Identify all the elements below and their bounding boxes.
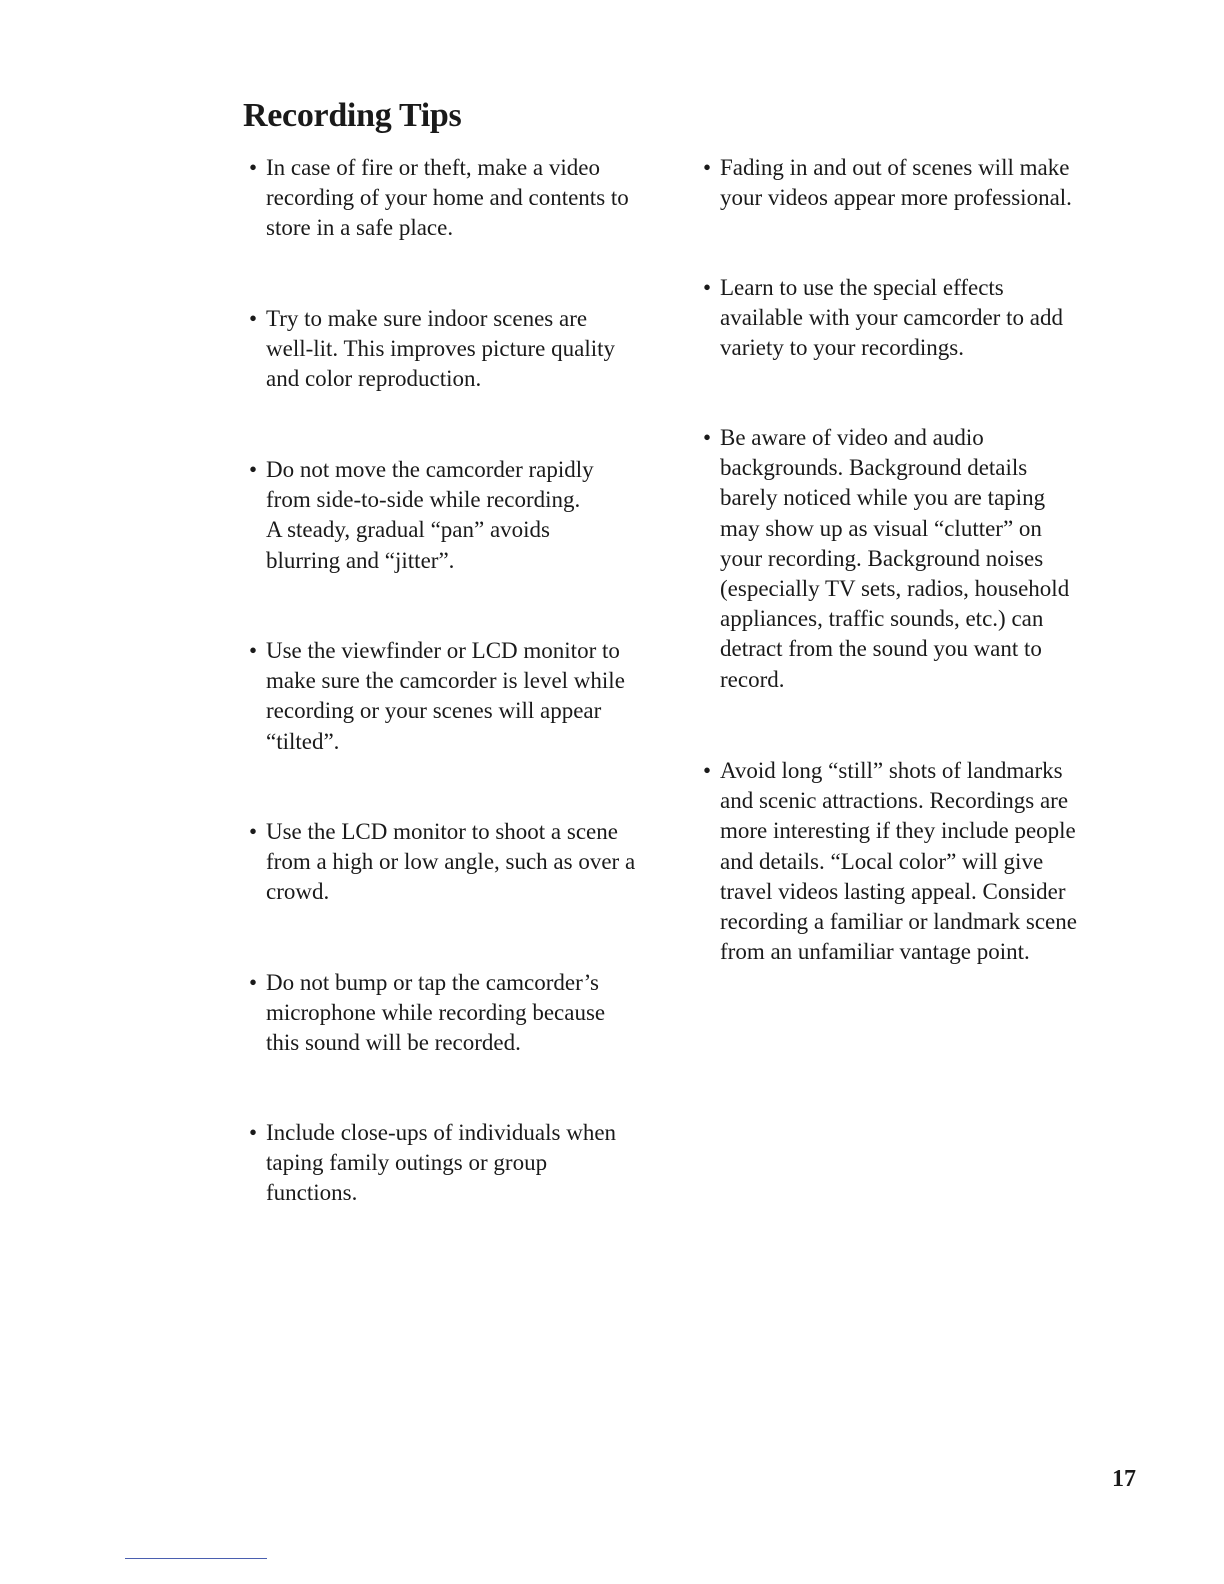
footer-divider (125, 1558, 267, 1559)
tip-text: Use the viewfinder or LCD monitor to make sure the camcorder is level while recording or your scenes will appear “tilted”. (266, 638, 625, 754)
tip-text: Try to make sure indoor scenes are well-lit. This improves picture quality and color reproduction. (266, 306, 615, 392)
tip-text: Avoid long “still” shots of landmarks and scenic attractions. Recordings are more interesting if they include people and details. “Local color” will give travel videos lasting appeal. Consider recording a familiar or landmark scene from an unfamiliar vantage point. (720, 758, 1077, 965)
bullet-icon: • (702, 758, 712, 783)
bullet-icon: • (248, 1120, 258, 1145)
tip-text: Do not move the camcorder rapidly from side-to-side while recording. A steady, gradual “pan” avoids blurring and “jitter”. (266, 457, 594, 573)
tip-text: Do not bump or tap the camcorder’s microphone while recording because this sound will be recorded. (266, 970, 606, 1056)
bullet-icon: • (248, 457, 258, 482)
tip-text: Use the LCD monitor to shoot a scene from a high or low angle, such as over a crowd. (266, 819, 636, 905)
tip-indoor-lighting (248, 304, 686, 395)
bullet-icon: • (702, 275, 712, 300)
tip-lcd-angle (248, 817, 686, 908)
bullet-icon: • (248, 638, 258, 663)
tip-backgrounds (702, 423, 1140, 695)
tip-panning (248, 455, 686, 576)
tip-close-ups (248, 1118, 686, 1209)
tip-special-effects (702, 273, 1140, 364)
bullet-icon: • (702, 425, 712, 450)
tip-text: Include close-ups of individuals when taping family outings or group functions. (266, 1120, 617, 1206)
bullet-icon: • (702, 155, 712, 180)
tip-text: Fading in and out of scenes will make your videos appear more professional. (720, 155, 1072, 211)
tip-level-camcorder (248, 636, 686, 757)
tip-text: Learn to use the special effects available with your camcorder to add variety to your recordings. (720, 275, 1063, 361)
tip-fire-theft (248, 153, 686, 244)
tip-fading (702, 153, 1140, 213)
bullet-icon: • (248, 155, 258, 180)
page-number: 17 (1112, 1466, 1136, 1492)
bullet-icon: • (248, 306, 258, 331)
tip-text: In case of fire or theft, make a video recording of your home and contents to store in a safe place. (266, 155, 629, 241)
tip-text: Be aware of video and audio backgrounds. Background details barely noticed while you are taping may show up as visual “clutter” on your recording. Background noises (especially TV sets, radios, household appliances, traffic sounds, etc.) can detract from the sound you want to record. (720, 425, 1070, 692)
bullet-icon: • (248, 970, 258, 995)
page-title: Recording Tips (243, 97, 462, 134)
tip-still-shots (702, 756, 1140, 967)
bullet-icon: • (248, 819, 258, 844)
tip-microphone (248, 968, 686, 1059)
